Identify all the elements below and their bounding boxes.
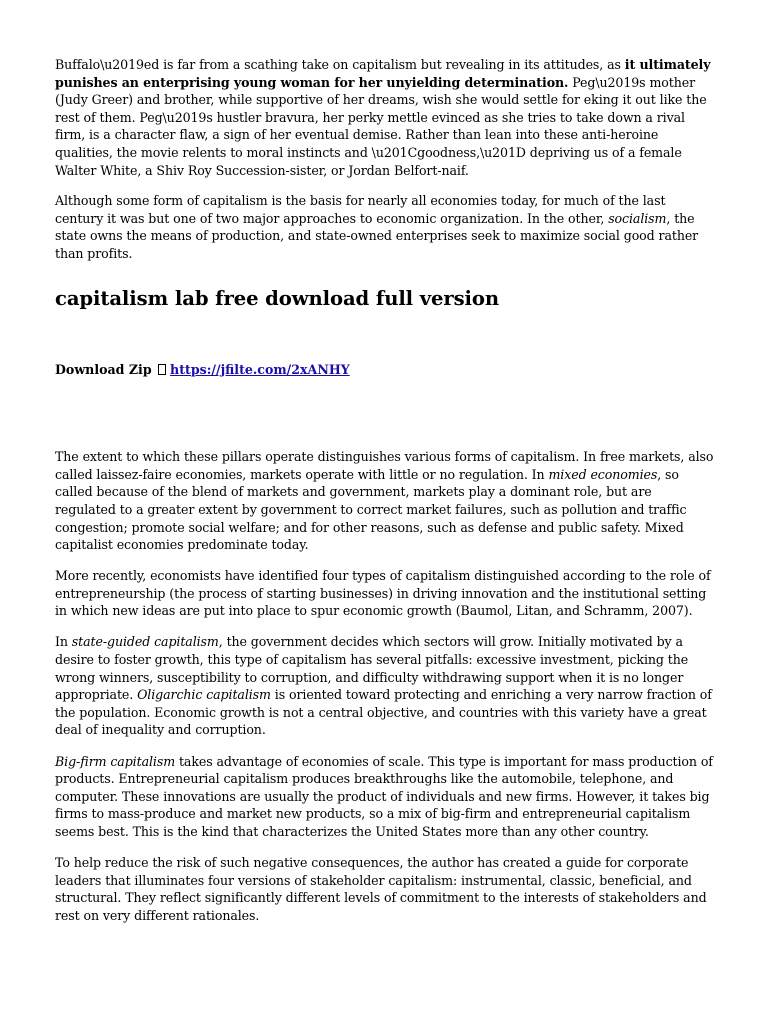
- download-label: Download Zip: [55, 361, 152, 377]
- italic-text: Oligarchic capitalism: [137, 687, 271, 703]
- text-run: , the state owns the means of production, and state-owned enterprises seek to maximize social good rather than profits.: [55, 210, 699, 261]
- text-run: Buffalo\u2019ed is far from a scathing take on capitalism but revealing in its attitudes, as: [55, 57, 625, 72]
- download-line: [55, 361, 716, 379]
- bold-text: it ultimately punishes an enterprising young woman for her unyielding determination.: [55, 57, 711, 90]
- paragraph-intro-2: [55, 192, 716, 262]
- text-run: Peg\u2019s mother (Judy Greer) and brother, while supportive of her dreams, wish she would settle for eking it out like the rest of them. Peg\u2019s hustler bravura, her perky mettle evinced as she tries to take down a rival firm, is a character flaw, a sign of her eventual demise. Rather than lean into these anti-heroine qualities, the movie relents to moral instincts and \u201Cgoodness,\u201D depriving us of a female Walter White, a Shiv Roy Succession-sister, or Jordan Belfort-naif.: [55, 74, 707, 178]
- download-link[interactable]: https://jfilte.com/2xANHY: [170, 361, 350, 377]
- text-run: Although some form of capitalism is the basis for nearly all economies today, for much of the last century it was but one of two major approaches to economic organization. In the other,: [55, 193, 666, 226]
- italic-text: state-guided capitalism: [71, 634, 219, 650]
- text-run: , the government decides which sectors will grow. Initially motivated by a desire to foster growth, this type of capitalism has several pitfalls: excessive investment, picking the wrong winners, susceptibility to corruption, and difficulty withdrawing support when it is no longer appropriate.: [55, 634, 689, 703]
- text-run: takes advantage of economies of scale. This type is important for mass production of products. Entrepreneurial capitalism produces breakthroughs like the automobile, telephone, and computer. These innovations are usually the product of individuals and new firms. However, it takes big firms to mass-produce and market new products, so a mix of big-firm and entrepreneurial capitalism seems best. This is the kind that characterizes the United States more than any other country.: [55, 753, 713, 839]
- missing-glyph-icon: [158, 364, 166, 375]
- paragraph-state-guided: [55, 633, 716, 739]
- text-run: is oriented toward protecting and enriching a very narrow fraction of the population. Economic growth is not a central objective, and countries with this variety have a great deal of inequality and corruption.: [55, 687, 712, 738]
- text-run: In: [55, 634, 72, 650]
- text-run: , so called because of the blend of markets and government, markets play a dominant role, but are regulated to a greater extent by government to correct market failures, such as pollution and traffic congestion; promote social welfare; and for other reasons, such as defense and public safety. Mixed capitalist economies predominate today.: [55, 466, 687, 553]
- paragraph-intro-1: [55, 56, 716, 179]
- text-run: The extent to which these pillars operate distinguishes various forms of capitalism. In free markets, also called laissez-faire economies, markets operate with little or no regulation. In: [55, 449, 714, 482]
- page-heading: capitalism lab free download full version: [55, 286, 500, 310]
- italic-text: Big-firm capitalism: [55, 753, 176, 769]
- paragraph-big-firm: [55, 753, 716, 841]
- paragraph-pillars: [55, 448, 716, 554]
- italic-text: mixed economies: [548, 466, 658, 482]
- paragraph-four-types: More recently, economists have identified four types of capitalism distinguished according to the role of entrepreneurship (the process of starting businesses) in driving innovation and the institutional setting in which new ideas are put into place to spur economic growth (Baumol, Litan, and Schramm, 2007).: [55, 568, 711, 619]
- paragraph-stakeholder: To help reduce the risk of such negative consequences, the author has created a guide for corporate leaders that illuminates four versions of stakeholder capitalism: instrumental, classic, beneficial, and structural. They reflect significantly different levels of commitment to the interests of stakeholders and rest on very different rationales.: [55, 855, 707, 923]
- italic-text: socialism: [608, 210, 667, 226]
